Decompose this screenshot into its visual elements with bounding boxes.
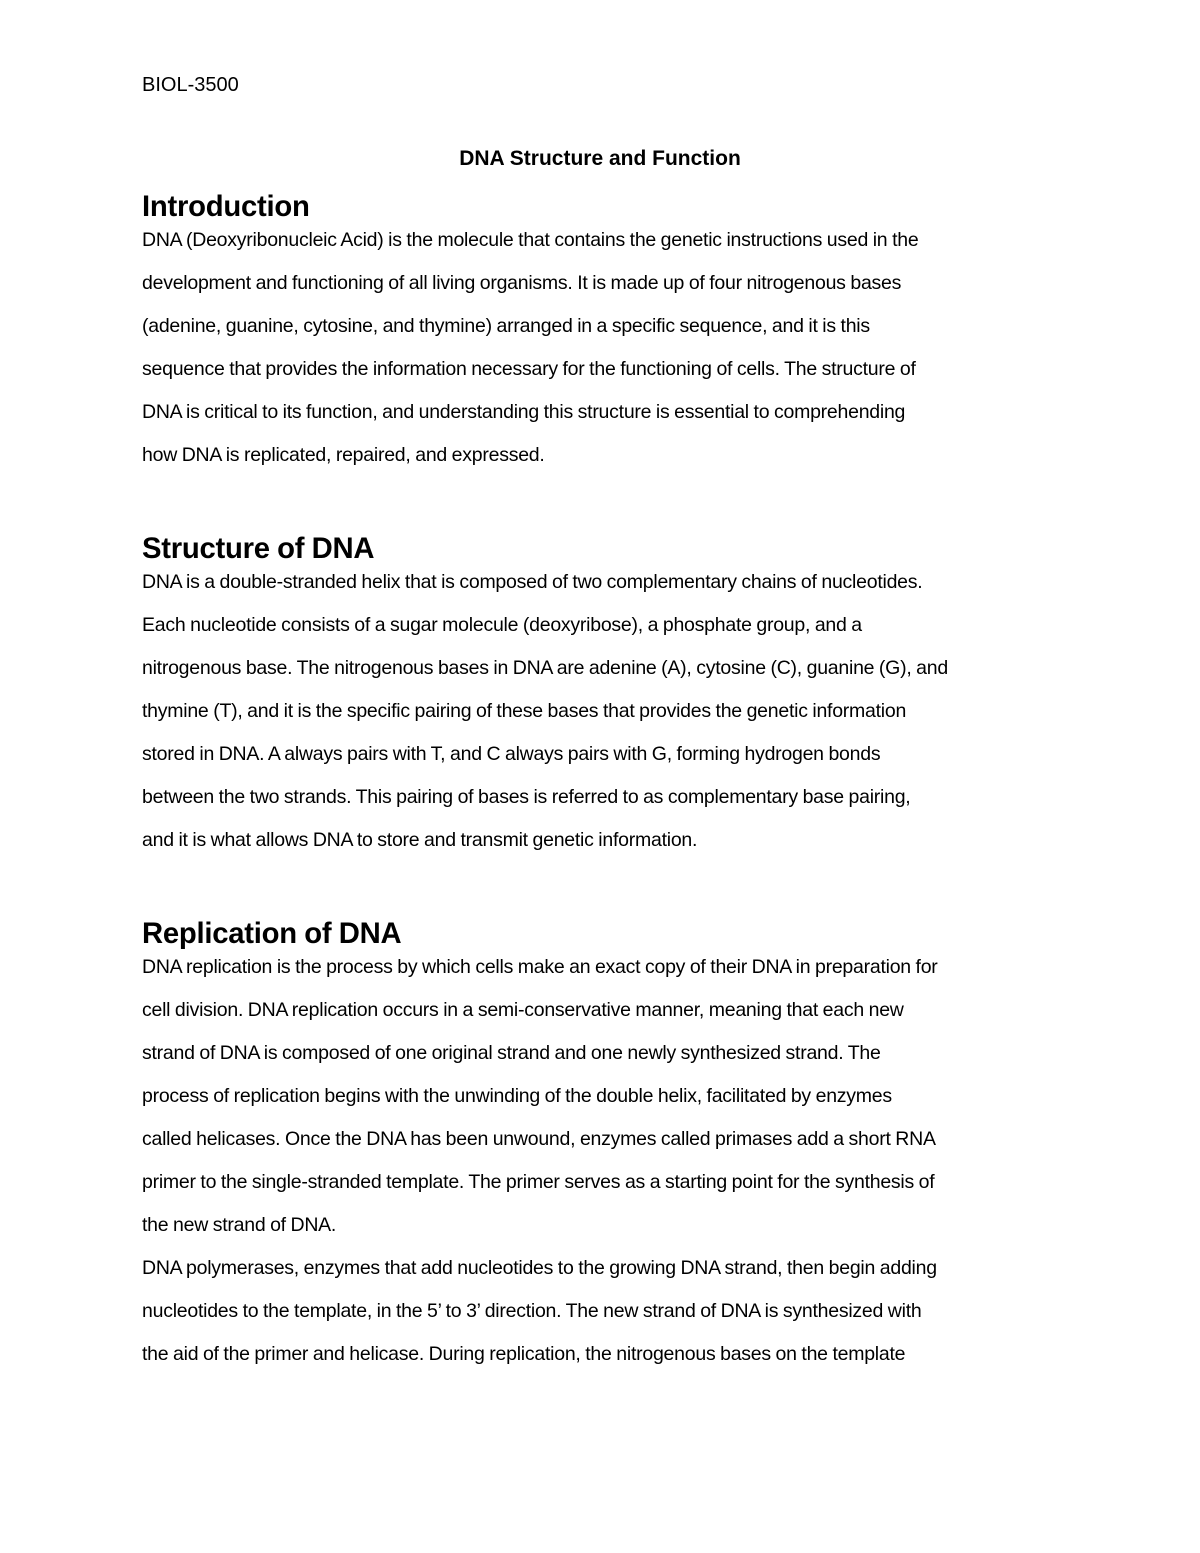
text-line: how DNA is replicated, repaired, and expressed. bbox=[142, 444, 545, 466]
document-title: DNA Structure and Function bbox=[459, 147, 741, 170]
text-line: DNA replication is the process by which cells make an exact copy of their DNA in preparation for bbox=[142, 956, 938, 978]
text-line: DNA (Deoxyribonucleic Acid) is the molecule that contains the genetic instructions used in the bbox=[142, 229, 919, 251]
section-heading: Introduction bbox=[142, 191, 310, 223]
section-structure-of-dna bbox=[142, 533, 1072, 862]
text-line: strand of DNA is composed of one original strand and one newly synthesized strand. The bbox=[142, 1042, 881, 1064]
text-line: Each nucleotide consists of a sugar molecule (deoxyribose), a phosphate group, and a bbox=[142, 614, 862, 636]
text-line: DNA is critical to its function, and understanding this structure is essential to comprehending bbox=[142, 401, 906, 423]
section-introduction bbox=[142, 191, 1072, 477]
course-code: BIOL-3500 bbox=[142, 74, 239, 96]
text-line: stored in DNA. A always pairs with T, and C always pairs with G, forming hydrogen bonds bbox=[142, 743, 881, 765]
text-line: DNA is a double-stranded helix that is composed of two complementary chains of nucleotides. bbox=[142, 571, 923, 593]
text-line: and it is what allows DNA to store and transmit genetic information. bbox=[142, 829, 698, 851]
section-replication-of-dna bbox=[142, 918, 1072, 1376]
section-spacer bbox=[142, 477, 1072, 537]
text-line: sequence that provides the information necessary for the functioning of cells. The structure of bbox=[142, 358, 916, 380]
text-line: nucleotides to the template, in the 5’ to 3’ direction. The new strand of DNA is synthesized with bbox=[142, 1300, 922, 1322]
text-line: (adenine, guanine, cytosine, and thymine) arranged in a specific sequence, and it is this bbox=[142, 315, 870, 337]
text-line: the new strand of DNA. bbox=[142, 1214, 337, 1236]
section-heading: Replication of DNA bbox=[142, 918, 402, 950]
text-line: development and functioning of all living organisms. It is made up of four nitrogenous bases bbox=[142, 272, 902, 294]
paragraph bbox=[142, 946, 1072, 1247]
document-body bbox=[142, 191, 1072, 1376]
section-spacer bbox=[142, 862, 1072, 922]
text-line: between the two strands. This pairing of bases is referred to as complementary base pairing, bbox=[142, 786, 911, 808]
text-line: DNA polymerases, enzymes that add nucleotides to the growing DNA strand, then begin adding bbox=[142, 1257, 937, 1279]
text-line: thymine (T), and it is the specific pairing of these bases that provides the genetic information bbox=[142, 700, 907, 722]
text-line: cell division. DNA replication occurs in a semi-conservative manner, meaning that each new bbox=[142, 999, 904, 1021]
text-line: nitrogenous base. The nitrogenous bases in DNA are adenine (A), cytosine (C), guanine (G), and bbox=[142, 657, 948, 679]
paragraph bbox=[142, 561, 1072, 862]
section-heading: Structure of DNA bbox=[142, 533, 375, 565]
paragraph bbox=[142, 1247, 1072, 1376]
text-line: primer to the single-stranded template. The primer serves as a starting point for the synthesis of bbox=[142, 1171, 935, 1193]
text-line: process of replication begins with the unwinding of the double helix, facilitated by enzymes bbox=[142, 1085, 892, 1107]
text-line: called helicases. Once the DNA has been unwound, enzymes called primases add a short RNA bbox=[142, 1128, 936, 1150]
text-line: the aid of the primer and helicase. During replication, the nitrogenous bases on the template bbox=[142, 1343, 906, 1365]
paragraph bbox=[142, 219, 1072, 477]
